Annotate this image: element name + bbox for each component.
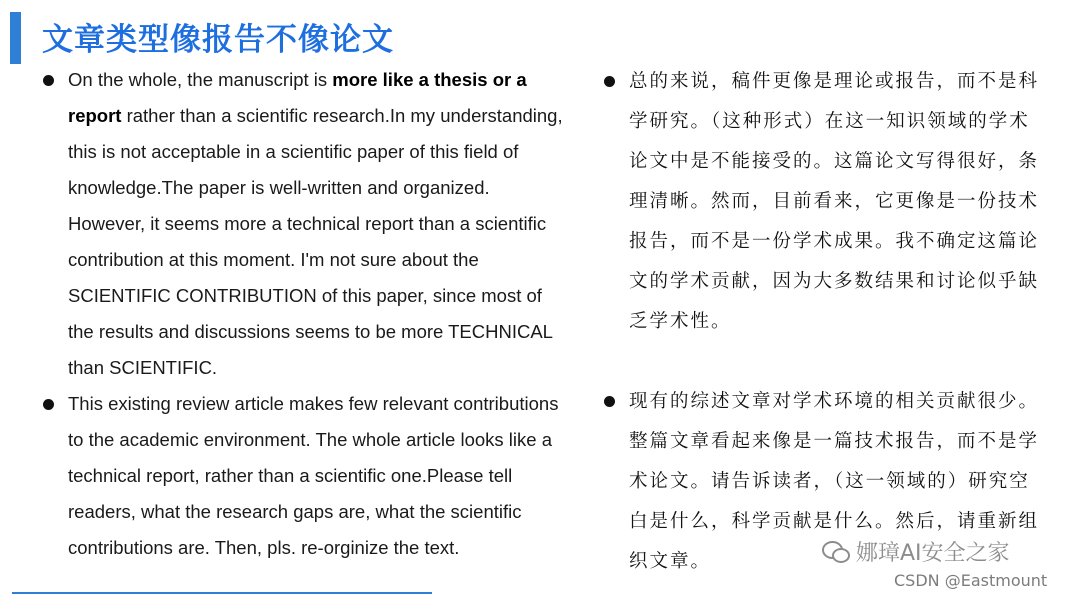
english-comment-1-bold: more like a thesis or a report <box>68 69 527 126</box>
wechat-watermark <box>822 536 1010 567</box>
chinese-comment-1-text: 总的来说，稿件更像是理论或报告，而不是科学研究。（这种形式）在这一知识领域的学术论文中是不能接受的。这篇论文写得很好，条理清晰。然而，目前看来，它更像是一份技术报告，而不是一份学术成果。我不确定这篇论文的学术贡献，因为大多数结果和讨论似乎缺乏学术性。 <box>629 71 1040 332</box>
chinese-comment-1 <box>604 62 1044 342</box>
english-comment-2-text: This existing review article makes few relevant contributions to the academic environment. The whole article looks like a technical report, rather than a scientific one.Please tell readers, what the research gaps are, what the scientific contributions are. Then, pls. re-orginize the text. <box>68 393 559 558</box>
wechat-icon <box>822 541 848 563</box>
bottom-divider <box>12 592 432 594</box>
english-comment-1 <box>43 62 563 386</box>
chinese-comments-list <box>604 62 1044 582</box>
slide-title: 文章类型像报告不像论文 <box>42 22 394 58</box>
english-comments-list <box>43 62 563 566</box>
csdn-watermark: CSDN @Eastmount <box>894 571 1048 590</box>
english-comment-2 <box>43 386 563 566</box>
wechat-watermark-text: 娜璋AI安全之家 <box>856 541 1010 566</box>
english-comment-1-post: rather than a scientific research.In my understanding, this is not acceptable in a scientific paper of this field of knowledge.The paper is well-written and organized. However, it seems more a technical report than a scientific contribution at this moment. I'm not sure about the SCIENTIFIC CONTRIBUTION of this paper, since most of the results and discussions seems to be more TECHNICAL than SCIENTIFIC. <box>68 105 563 378</box>
english-comment-1-pre: On the whole, the manuscript is <box>68 69 333 90</box>
chinese-comment-2-text: 现有的综述文章对学术环境的相关贡献很少。整篇文章看起来像是一篇技术报告，而不是学术论文。请告诉读者，（这一领域的）研究空白是什么，科学贡献是什么。然后，请重新组织文章。 <box>629 391 1040 572</box>
title-accent-bar <box>10 12 21 64</box>
